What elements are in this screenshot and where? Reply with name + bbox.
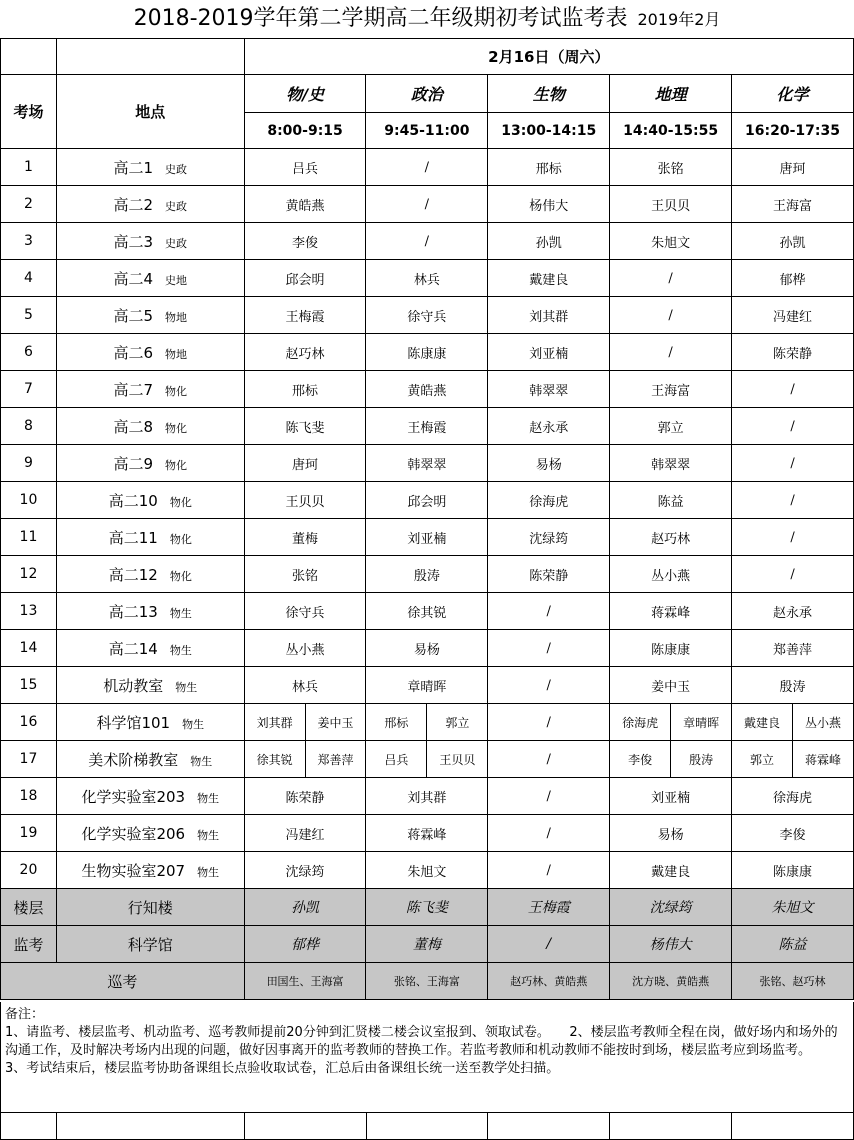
table-row [1, 334, 854, 371]
proctor-cell: 邢标 [488, 149, 610, 186]
proctor-cell: 丛小燕 [610, 556, 732, 593]
room-name: 高二12 [108, 565, 158, 584]
proctor-cell: 郭立 [732, 741, 793, 778]
proctor-cell: 殷涛 [366, 556, 488, 593]
proctor-cell: / [732, 482, 854, 519]
room-number: 15 [1, 667, 57, 704]
proctor-cell: 陈飞斐 [244, 408, 366, 445]
proctor-cell: 郭立 [610, 408, 732, 445]
room-number: 2 [1, 186, 57, 223]
proctor-cell: 李俊 [732, 815, 854, 852]
proctor-cell: 董梅 [244, 519, 366, 556]
proctor-cell: 丛小燕 [792, 704, 853, 741]
subject-combo-tag: 物化 [169, 495, 192, 509]
table-row [1, 667, 854, 704]
proctor-cell: 蒋霖峰 [610, 593, 732, 630]
proctor-cell: 韩翠翠 [610, 445, 732, 482]
room-name: 高二7 [113, 380, 154, 399]
room-number: 3 [1, 223, 57, 260]
blank-cell [1, 39, 57, 75]
time-slot: 14:40-15:55 [610, 113, 732, 149]
blank-cell [488, 1113, 610, 1140]
room-name: 生物实验室207 [81, 861, 186, 880]
table-row [1, 297, 854, 334]
subject-combo-tag: 物生 [182, 717, 205, 731]
room-number: 7 [1, 371, 57, 408]
proctor-cell: 刘其群 [488, 297, 610, 334]
floor-proctor: 孙凯 [244, 889, 366, 926]
room-name: 机动教室 [103, 676, 164, 695]
proctor-cell: 蒋霖峰 [366, 815, 488, 852]
proctor-cell: 沈绿筠 [244, 852, 366, 889]
proctor-cell: 郑善萍 [305, 741, 366, 778]
subject-header: 地理 [610, 75, 732, 113]
subject-combo-tag: 史政 [165, 162, 188, 176]
proctor-cell: 郑善萍 [732, 630, 854, 667]
proctor-cell: 刘亚楠 [488, 334, 610, 371]
proctor-cell: 邢标 [244, 371, 366, 408]
subject-combo-tag: 物生 [197, 791, 220, 805]
subject-header: 政治 [366, 75, 488, 113]
floor-proctor: 陈益 [732, 926, 854, 963]
floor-proctor: 董梅 [366, 926, 488, 963]
subject-combo-tag: 物化 [165, 458, 188, 472]
proctor-cell: 张铭 [610, 149, 732, 186]
notes-body: 1、请监考、楼层监考、机动监考、巡考教师提前20分钟到汇贤楼二楼会议室报到、领取试卷。 2、楼层监考教师全程在岗，做好场内和场外的沟通工作，及时解决考场内出现的问题，做好因事离开的监考教师的替换工作。若监考教师和机动教师不能按时到场，楼层监考应到场监考。 3、考试结束后，楼层监考协助备课组长点验收取试卷，汇总后由备课组长统一送至教学处扫描。 [5, 1025, 838, 1076]
room-number: 18 [1, 778, 57, 815]
proctor-cell: 殷涛 [732, 667, 854, 704]
proctor-cell: 赵巧林 [244, 334, 366, 371]
proctor-cell: 刘其群 [244, 704, 305, 741]
room-location [56, 186, 244, 223]
subject-combo-tag: 物化 [165, 384, 188, 398]
subject-header: 化学 [732, 75, 854, 113]
proctor-cell: 王贝贝 [610, 186, 732, 223]
blank-cell [244, 1113, 366, 1140]
room-location [56, 371, 244, 408]
proctor-cell: 林兵 [244, 667, 366, 704]
table-row [1, 815, 854, 852]
room-number: 12 [1, 556, 57, 593]
proctor-cell: 王海富 [610, 371, 732, 408]
patrol-proctors: 赵巧林、黄皓燕 [488, 963, 610, 1000]
proctor-cell: 赵永承 [732, 593, 854, 630]
proctor-cell: / [488, 815, 610, 852]
patrol-proctors: 张铭、王海富 [366, 963, 488, 1000]
proctor-cell: 冯建红 [732, 297, 854, 334]
proctor-cell: 殷涛 [671, 741, 732, 778]
proctor-cell: 徐守兵 [244, 593, 366, 630]
proctor-cell: 章晴晖 [671, 704, 732, 741]
place-header: 地点 [56, 75, 244, 149]
proctor-cell: 孙凯 [488, 223, 610, 260]
room-number: 17 [1, 741, 57, 778]
proctor-cell: 朱旭文 [366, 852, 488, 889]
page-title [0, 0, 854, 38]
proctor-cell: 王梅霞 [244, 297, 366, 334]
proctor-cell: 邱会明 [244, 260, 366, 297]
proctor-cell: 陈荣静 [488, 556, 610, 593]
proctor-cell: / [488, 778, 610, 815]
blank-cell [732, 1113, 854, 1140]
room-location [56, 630, 244, 667]
proctor-cell: 戴建良 [610, 852, 732, 889]
proctor-cell: 徐海虎 [732, 778, 854, 815]
blank-cell [610, 1113, 732, 1140]
time-slot: 16:20-17:35 [732, 113, 854, 149]
table-row [1, 445, 854, 482]
table-row [1, 482, 854, 519]
subject-combo-tag: 物生 [197, 865, 220, 879]
room-name: 高二4 [113, 269, 154, 288]
proctor-cell: 吕兵 [366, 741, 427, 778]
proctor-cell: 戴建良 [732, 704, 793, 741]
room-name: 高二9 [113, 454, 154, 473]
proctor-cell: / [610, 260, 732, 297]
proctor-cell: 王海富 [732, 186, 854, 223]
subject-combo-tag: 物生 [169, 606, 192, 620]
proctor-cell: 李俊 [244, 223, 366, 260]
subject-combo-tag: 物化 [165, 421, 188, 435]
patrol-label: 巡考 [1, 963, 245, 1000]
floor-proctor: 杨伟大 [610, 926, 732, 963]
room-name: 高二6 [113, 343, 154, 362]
subject-combo-tag: 物生 [169, 643, 192, 657]
proctor-cell: 冯建红 [244, 815, 366, 852]
proctor-cell: 姜中玉 [610, 667, 732, 704]
floor-row [1, 926, 854, 963]
room-number: 10 [1, 482, 57, 519]
room-number: 13 [1, 593, 57, 630]
proctor-cell: 陈康康 [732, 852, 854, 889]
proctor-cell: 李俊 [610, 741, 671, 778]
table-row [1, 260, 854, 297]
proctor-cell: 王梅霞 [366, 408, 488, 445]
patrol-proctors: 张铭、赵巧林 [732, 963, 854, 1000]
room-name: 高二13 [108, 602, 158, 621]
room-location [56, 556, 244, 593]
proctor-cell: 陈益 [610, 482, 732, 519]
room-name: 高二10 [108, 491, 158, 510]
patrol-proctors: 沈方晓、黄皓燕 [610, 963, 732, 1000]
proctor-cell: 姜中玉 [305, 704, 366, 741]
room-location [56, 408, 244, 445]
proctor-cell: / [488, 852, 610, 889]
building-name: 行知楼 [56, 889, 244, 926]
time-slot: 13:00-14:15 [488, 113, 610, 149]
exam-date: 2月16日（周六） [244, 39, 853, 75]
subject-combo-tag: 物生 [175, 680, 198, 694]
proctor-cell: 邢标 [366, 704, 427, 741]
schedule-table [0, 38, 854, 1000]
room-number: 1 [1, 149, 57, 186]
table-row [1, 149, 854, 186]
time-slot: 9:45-11:00 [366, 113, 488, 149]
room-name: 高二2 [113, 195, 154, 214]
subject-combo-tag: 物地 [165, 347, 188, 361]
table-row [1, 704, 854, 741]
room-number: 19 [1, 815, 57, 852]
floor-proctor: 朱旭文 [732, 889, 854, 926]
patrol-proctors: 田国生、王海富 [244, 963, 366, 1000]
blank-cell [1, 1113, 57, 1140]
table-row [1, 519, 854, 556]
proctor-cell: 易杨 [488, 445, 610, 482]
room-location [56, 778, 244, 815]
proctor-cell: 赵永承 [488, 408, 610, 445]
table-row [1, 741, 854, 778]
room-location [56, 667, 244, 704]
table-row [1, 186, 854, 223]
room-name: 美术阶梯教室 [88, 750, 179, 769]
blank-cell [366, 1113, 488, 1140]
proctor-cell: 王贝贝 [427, 741, 488, 778]
table-row [1, 408, 854, 445]
table-row [1, 556, 854, 593]
floor-proctor: 郁桦 [244, 926, 366, 963]
subject-combo-tag: 物地 [165, 310, 188, 324]
room-name: 科学馆101 [96, 713, 171, 732]
room-location [56, 445, 244, 482]
room-name: 高二8 [113, 417, 154, 436]
room-number: 14 [1, 630, 57, 667]
title-date: 2019年2月 [637, 10, 721, 29]
room-location [56, 593, 244, 630]
subject-combo-tag: 史地 [165, 273, 188, 287]
patrol-row [1, 963, 854, 1000]
blank-footer-row [0, 1112, 854, 1140]
proctor-cell: / [366, 149, 488, 186]
room-location [56, 741, 244, 778]
room-name: 化学实验室206 [81, 824, 186, 843]
table-row [1, 778, 854, 815]
proctor-cell: / [488, 704, 610, 741]
proctor-cell: 邱会明 [366, 482, 488, 519]
proctor-label: 监考 [1, 926, 57, 963]
proctor-cell: / [732, 371, 854, 408]
notes [0, 1002, 854, 1112]
room-name: 高二14 [108, 639, 158, 658]
proctor-cell: / [488, 630, 610, 667]
room-number: 9 [1, 445, 57, 482]
floor-proctor: 陈飞斐 [366, 889, 488, 926]
room-number: 11 [1, 519, 57, 556]
proctor-cell: 徐其锐 [366, 593, 488, 630]
proctor-cell: / [488, 667, 610, 704]
room-number: 5 [1, 297, 57, 334]
room-location [56, 852, 244, 889]
proctor-cell: / [732, 519, 854, 556]
proctor-cell: / [732, 408, 854, 445]
blank-cell [56, 39, 244, 75]
proctor-cell: 黄皓燕 [366, 371, 488, 408]
proctor-cell: 唐珂 [732, 149, 854, 186]
proctor-cell: / [366, 223, 488, 260]
notes-heading: 备注： [5, 1007, 45, 1022]
proctor-cell: / [610, 297, 732, 334]
proctor-cell: / [488, 593, 610, 630]
table-row [1, 852, 854, 889]
proctor-cell: 刘亚楠 [610, 778, 732, 815]
room-name: 化学实验室203 [81, 787, 186, 806]
proctor-cell: 易杨 [610, 815, 732, 852]
room-name: 高二1 [113, 158, 154, 177]
room-name: 高二5 [113, 306, 154, 325]
proctor-cell: 蒋霖峰 [792, 741, 853, 778]
proctor-cell: 陈荣静 [244, 778, 366, 815]
building-name: 科学馆 [56, 926, 244, 963]
proctor-cell: 陈康康 [366, 334, 488, 371]
subject-combo-tag: 史政 [165, 236, 188, 250]
proctor-cell: 孙凯 [732, 223, 854, 260]
proctor-cell: 郭立 [427, 704, 488, 741]
subject-combo-tag: 物化 [169, 569, 192, 583]
proctor-cell: 沈绿筠 [488, 519, 610, 556]
subject-combo-tag: 史政 [165, 199, 188, 213]
proctor-cell: / [732, 445, 854, 482]
floor-proctor: / [488, 926, 610, 963]
proctor-cell: 吕兵 [244, 149, 366, 186]
room-number: 8 [1, 408, 57, 445]
proctor-cell: / [610, 334, 732, 371]
room-location [56, 297, 244, 334]
table-row [1, 223, 854, 260]
proctor-cell: 徐海虎 [488, 482, 610, 519]
room-number: 16 [1, 704, 57, 741]
room-number: 6 [1, 334, 57, 371]
room-location [56, 519, 244, 556]
room-number: 4 [1, 260, 57, 297]
subject-combo-tag: 物生 [190, 754, 213, 768]
proctor-cell: 章晴晖 [366, 667, 488, 704]
subject-combo-tag: 物生 [197, 828, 220, 842]
proctor-cell: 林兵 [366, 260, 488, 297]
table-row [1, 630, 854, 667]
room-location [56, 223, 244, 260]
room-location [56, 704, 244, 741]
room-location [56, 334, 244, 371]
proctor-cell: 陈荣静 [732, 334, 854, 371]
subject-combo-tag: 物化 [169, 532, 192, 546]
proctor-cell: 朱旭文 [610, 223, 732, 260]
room-header: 考场 [1, 75, 57, 149]
subject-header: 生物 [488, 75, 610, 113]
room-location [56, 815, 244, 852]
proctor-cell: 张铭 [244, 556, 366, 593]
proctor-cell: 韩翠翠 [366, 445, 488, 482]
proctor-cell: 徐海虎 [610, 704, 671, 741]
floor-proctor: 沈绿筠 [610, 889, 732, 926]
title-main: 2018-2019学年第二学期高二年级期初考试监考表 [133, 6, 628, 31]
room-location [56, 482, 244, 519]
table-row [1, 593, 854, 630]
floor-proctor: 王梅霞 [488, 889, 610, 926]
proctor-cell: 韩翠翠 [488, 371, 610, 408]
proctor-cell: 戴建良 [488, 260, 610, 297]
blank-cell [56, 1113, 244, 1140]
proctor-cell: / [366, 186, 488, 223]
proctor-cell: 唐珂 [244, 445, 366, 482]
floor-label: 楼层 [1, 889, 57, 926]
proctor-cell: 丛小燕 [244, 630, 366, 667]
table-row [1, 371, 854, 408]
floor-row [1, 889, 854, 926]
proctor-cell: 黄皓燕 [244, 186, 366, 223]
proctor-cell: 王贝贝 [244, 482, 366, 519]
room-location [56, 149, 244, 186]
proctor-cell: 刘亚楠 [366, 519, 488, 556]
proctor-cell: / [732, 556, 854, 593]
proctor-cell: 易杨 [366, 630, 488, 667]
proctor-cell: 陈康康 [610, 630, 732, 667]
proctor-cell: 刘其群 [366, 778, 488, 815]
room-name: 高二3 [113, 232, 154, 251]
subject-header: 物/史 [244, 75, 366, 113]
room-name: 高二11 [108, 528, 158, 547]
proctor-cell: 徐其锐 [244, 741, 305, 778]
proctor-cell: 赵巧林 [610, 519, 732, 556]
time-slot: 8:00-9:15 [244, 113, 366, 149]
proctor-cell: 杨伟大 [488, 186, 610, 223]
proctor-cell: 徐守兵 [366, 297, 488, 334]
room-location [56, 260, 244, 297]
proctor-cell: 郁桦 [732, 260, 854, 297]
room-number: 20 [1, 852, 57, 889]
proctor-cell: / [488, 741, 610, 778]
